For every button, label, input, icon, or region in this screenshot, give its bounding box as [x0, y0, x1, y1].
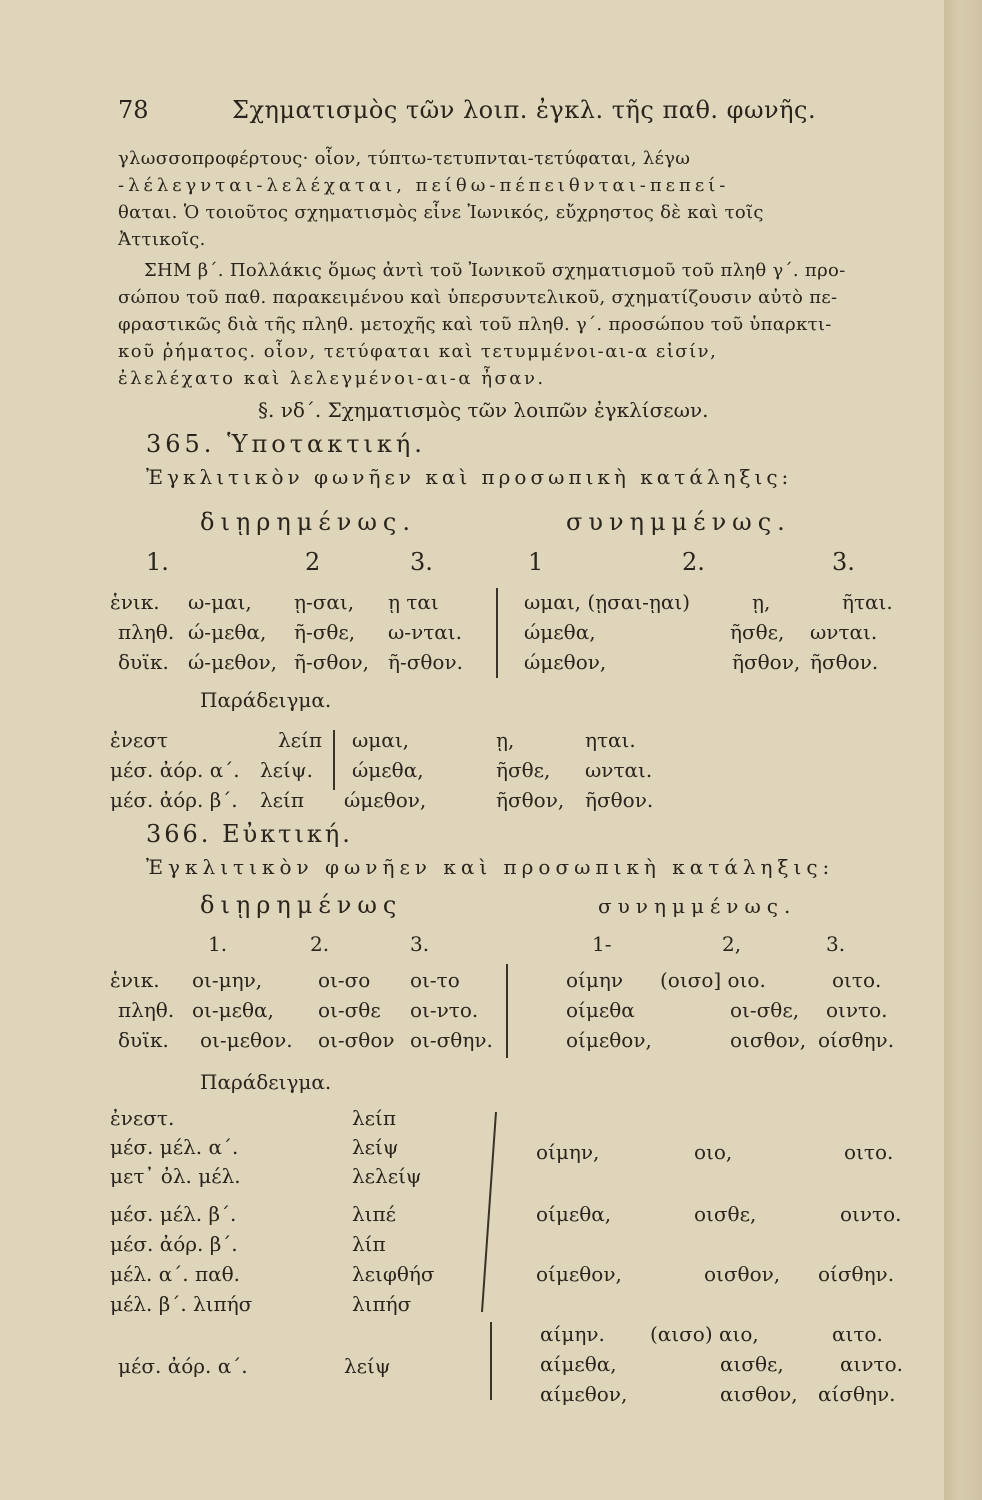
paragraph-line: θαται. Ὁ τοιοῦτος σχηματισμὸς εἶνε Ἰωνικός, εὔχρηστος δὲ καὶ τοῖς — [118, 202, 764, 223]
stem: λείπ — [260, 788, 305, 812]
ending: οι-σθε — [318, 998, 381, 1022]
tense-label: ἐνεστ. — [110, 1106, 175, 1130]
column-number: 1. — [208, 932, 228, 956]
ending: αίμεθα, — [540, 1352, 617, 1376]
stem: λείψ. — [260, 758, 313, 782]
example-label: Παράδειγμα. — [200, 688, 332, 712]
ending: ώμεθα, — [524, 620, 596, 644]
brace — [481, 1112, 497, 1312]
ending: ῆσθε, — [730, 620, 785, 644]
column-number: 3. — [410, 932, 430, 956]
ending: ῆσθον, — [496, 788, 565, 812]
page-number: 78 — [118, 96, 149, 124]
ending: ωνται. — [585, 758, 653, 782]
tense-label: μέσ. ἀόρ. β΄. — [110, 1232, 238, 1256]
note-line: φραστικῶς διὰ τῆς πληθ. μετοχῆς καὶ τοῦ πληθ. γ΄. προσώπου τοῦ ὑπαρκτι- — [118, 314, 832, 335]
row-label: πληθ. — [118, 998, 175, 1022]
ending: ῃ, — [496, 728, 515, 752]
stem: λιπήσ — [352, 1292, 412, 1316]
column-number: 2. — [682, 548, 705, 576]
ending: ωνται. — [810, 620, 878, 644]
ending: ῆσθε, — [496, 758, 551, 782]
ending: οίμεθον, — [566, 1028, 652, 1052]
ending: ῆ-σθον, — [294, 650, 369, 674]
ending: οίσθην. — [818, 1262, 895, 1286]
ending: ώ-μεθα, — [188, 620, 267, 644]
section-title: 366. Εὐκτική. — [146, 820, 353, 848]
ending: οιο, — [694, 1140, 733, 1164]
ending: (αισο) αιο, — [650, 1322, 759, 1346]
section-subtitle: Ἐγκλιτικὸν φωνῆεν καὶ προσωπικὴ κατάληξις: — [146, 855, 835, 879]
ending: (οισο] οιο. — [660, 968, 766, 992]
stem: λειφθήσ — [352, 1262, 435, 1286]
ending: ω-μαι, — [188, 590, 252, 614]
stem: λείπ — [352, 1106, 397, 1130]
column-number: 2 — [305, 548, 321, 576]
row-label: ἑνικ. — [110, 590, 160, 614]
note-line: κοῦ ῥήματος. οἷον, τετύφαται καὶ τετυμμένοι-αι-α εἰσίν, — [118, 341, 718, 362]
stem: λίπ — [352, 1232, 386, 1256]
ending: ῆσθον, — [732, 650, 801, 674]
stem: λείπ — [278, 728, 323, 752]
ending: αίσθην. — [818, 1382, 896, 1406]
tense-label: μέσ. ἀόρ. α΄. — [118, 1354, 248, 1378]
paragraph-line: γλωσσοπροφέρτους· οἷον, τύπτω-τετυπνται-τετύφαται, λέγω — [118, 148, 691, 169]
note-line: ἐλελέχατο καὶ λελεγμένοι-αι-α ἦσαν. — [118, 368, 546, 389]
column-head: συνημμένως. — [598, 894, 797, 918]
note-line: σώπου τοῦ παθ. παρακειμένου καὶ ὑπερσυντελικοῦ, σχηματίζουσιν αὐτὸ πε- — [118, 287, 838, 308]
ending: οίμεθα, — [536, 1202, 612, 1226]
ending: ω-νται. — [388, 620, 462, 644]
brace — [333, 730, 335, 790]
row-label: δυϊκ. — [118, 650, 169, 674]
ending: οισθον, — [704, 1262, 781, 1286]
ending: ῃ, — [752, 590, 771, 614]
ending: αιντο. — [840, 1352, 903, 1376]
ending: οίμην, — [536, 1140, 600, 1164]
tense-label: μετ᾽ ὀλ. μέλ. — [110, 1164, 241, 1188]
ending: οίσθην. — [818, 1028, 895, 1052]
section-title: 365. Ὑποτακτική. — [146, 430, 426, 458]
ending: ηται. — [585, 728, 636, 752]
ending: αισθε, — [720, 1352, 784, 1376]
ending: οι-μεθα, — [192, 998, 274, 1022]
table-divider — [496, 588, 498, 678]
ending: οι-σθην. — [410, 1028, 493, 1052]
ending: ῆσθον. — [585, 788, 654, 812]
ending: ώ-μεθον, — [188, 650, 278, 674]
ending: ῃ ται — [388, 590, 439, 614]
ending: ῆται. — [842, 590, 893, 614]
row-label: δυϊκ. — [118, 1028, 169, 1052]
running-title: Σχηματισμὸς τῶν λοιπ. ἐγκλ. τῆς παθ. φωνῆς. — [232, 96, 817, 124]
brace — [490, 1322, 492, 1400]
tense-label: μέσ. ἀόρ. α΄. — [110, 758, 240, 782]
ending: αίμεθον, — [540, 1382, 628, 1406]
paragraph-line: Ἀττικοῖς. — [118, 229, 206, 250]
ending: ώμεθα, — [352, 758, 424, 782]
ending: αιτο. — [832, 1322, 883, 1346]
ending: οιντο. — [840, 1202, 902, 1226]
note-line: ΣΗΜ β΄. Πολλάκις ὅμως ἀντὶ τοῦ Ἰωνικοῦ σχηματισμοῦ τοῦ πληθ γ΄. προ- — [144, 260, 846, 281]
section-subtitle: Ἐγκλιτικὸν φωνῆεν καὶ προσωπικὴ κατάληξις: — [146, 465, 793, 489]
ending: οισθε, — [694, 1202, 757, 1226]
section-heading: §. νδ΄. Σχηματισμὸς τῶν λοιπῶν ἐγκλίσεων. — [258, 398, 709, 422]
stem: λείψ — [344, 1354, 391, 1378]
ending: οι-το — [410, 968, 460, 992]
column-head: διῃρημένως. — [200, 508, 416, 536]
stem: λελείψ — [352, 1164, 422, 1188]
tense-label: ἐνεστ — [110, 728, 168, 752]
row-label: ἑνικ. — [110, 968, 160, 992]
example-label: Παράδειγμα. — [200, 1070, 332, 1094]
ending: ῆ-σθον. — [388, 650, 463, 674]
ending: ῃ-σαι, — [294, 590, 355, 614]
ending: οίμην — [566, 968, 624, 992]
tense-label: μέσ. μέλ. α΄. — [110, 1135, 239, 1159]
column-number: 3. — [832, 548, 855, 576]
ending: οι-σο — [318, 968, 371, 992]
ending: οισθον, — [730, 1028, 807, 1052]
tense-label: μέλ. α΄. παθ. — [110, 1262, 241, 1286]
stem: λείψ — [352, 1135, 399, 1159]
column-head: διῃρημένως — [200, 891, 403, 919]
ending: οίμεθον, — [536, 1262, 622, 1286]
column-number: 3. — [826, 932, 846, 956]
column-number: 3. — [410, 548, 433, 576]
ending: ωμαι, — [352, 728, 410, 752]
table-divider — [506, 964, 508, 1058]
ending: οι-μην, — [192, 968, 263, 992]
ending: οιτο. — [832, 968, 882, 992]
column-number: 1. — [146, 548, 169, 576]
ending: οι-σθον — [318, 1028, 395, 1052]
column-number: 1- — [592, 932, 612, 956]
book-gutter — [944, 0, 982, 1500]
ending: οι-ντο. — [410, 998, 479, 1022]
ending: αισθον, — [720, 1382, 798, 1406]
tense-label: μέλ. β΄. λιπήσ — [110, 1292, 253, 1316]
ending: οίμεθα — [566, 998, 635, 1022]
ending: οι-σθε, — [730, 998, 800, 1022]
ending: ώμεθον, — [524, 650, 607, 674]
stem: λιπέ — [352, 1202, 397, 1226]
ending: ώμεθον, — [344, 788, 427, 812]
ending: ωμαι, (ῃσαι-ῃαι) — [524, 590, 691, 614]
row-label: πληθ. — [118, 620, 175, 644]
column-number: 1 — [528, 548, 544, 576]
ending: οιτο. — [844, 1140, 894, 1164]
paragraph-line: -λέλεγνται-λελέχαται, πείθω-πέπειθνται-πεπεί- — [118, 175, 730, 196]
tense-label: μέσ. μέλ. β΄. — [110, 1202, 237, 1226]
column-head: συνημμένως. — [566, 508, 791, 536]
ending: αίμην. — [540, 1322, 605, 1346]
column-number: 2, — [722, 932, 742, 956]
column-number: 2. — [310, 932, 330, 956]
ending: ῆσθον. — [810, 650, 879, 674]
ending: οι-μεθον. — [200, 1028, 293, 1052]
tense-label: μέσ. ἀόρ. β΄. — [110, 788, 238, 812]
ending: οιντο. — [826, 998, 888, 1022]
ending: ῆ-σθε, — [294, 620, 356, 644]
